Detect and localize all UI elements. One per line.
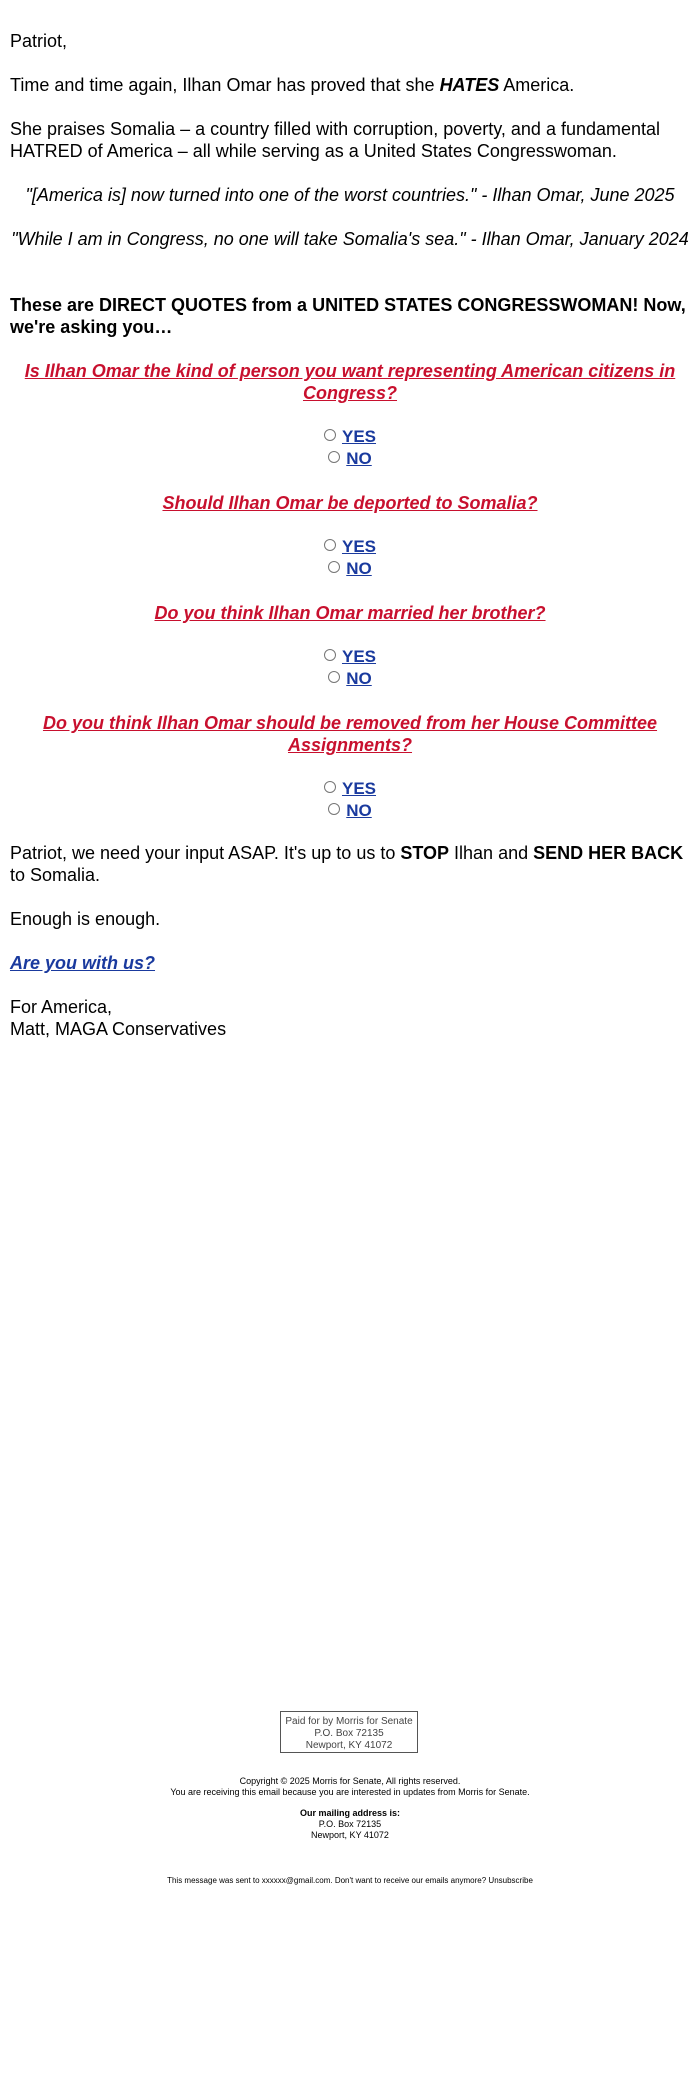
closing-text-e: to Somalia. [10, 865, 101, 885]
paid-for-box [280, 1711, 418, 1753]
radio-icon[interactable] [324, 539, 336, 551]
unsubscribe-link[interactable]: Unsubscribe [488, 1876, 533, 1885]
sent-to-text: This message was sent to xxxxxx@gmail.com. Don't want to receive our emails anymore? [167, 1876, 489, 1885]
closing-stop: STOP [400, 843, 450, 863]
greeting: Patriot, [10, 31, 68, 51]
question-1-yes[interactable] [10, 426, 690, 448]
somalia-paragraph: She praises Somalia – a country filled with corruption, poverty, and a fundamental HATRED of America – all while serving as a United States Congresswoman. [10, 119, 661, 161]
closing-text-c: Ilhan and [449, 843, 534, 863]
yes-label: YES [341, 427, 377, 446]
mailing-address-line-1: P.O. Box 72135 [318, 1819, 382, 1829]
yes-label: YES [341, 779, 377, 798]
intro-paragraph [10, 74, 574, 96]
mailing-address-label: Our mailing address is: [299, 1808, 401, 1818]
closing-text-a: Patriot, we need your input ASAP. It's up to us to [10, 843, 401, 863]
question-2-options [10, 536, 690, 580]
radio-icon[interactable] [328, 803, 340, 815]
question-4-no[interactable] [10, 800, 690, 822]
no-label: NO [346, 559, 372, 578]
paid-for-city: Newport, KY 41072 [305, 1740, 393, 1751]
intro-pre: Time and time again, Ilhan Omar has proved that she [10, 75, 440, 95]
receiving-text: You are receiving this email because you are interested in updates from Morris for Senate. [170, 1787, 530, 1797]
question-3-no[interactable] [10, 668, 690, 690]
intro-post: America. [499, 75, 575, 95]
question-3-yes[interactable] [10, 646, 690, 668]
question-4: Do you think Ilhan Omar should be removed from her House Committee Assignments? [42, 713, 658, 755]
no-label: NO [346, 801, 372, 820]
question-1-options [10, 426, 690, 470]
enough-line: Enough is enough. [10, 909, 161, 929]
closing-paragraph [10, 842, 690, 886]
quote-1: "[America is] now turned into one of the worst countries." - Ilhan Omar, June 2025 [25, 185, 675, 205]
question-3: Do you think Ilhan Omar married her brother? [154, 603, 546, 623]
question-2: Should Ilhan Omar be deported to Somalia? [162, 493, 538, 513]
footer-sent-to [0, 1875, 700, 1886]
quote-2: "While I am in Congress, no one will take Somalia's sea." - Ilhan Omar, January 2024 [11, 229, 689, 249]
no-label: NO [346, 449, 372, 468]
closing-send-back: SEND HER BACK [533, 843, 684, 863]
footer-address-block [0, 1808, 700, 1841]
signoff-line-1: For America, [10, 997, 113, 1017]
footer-copyright-block [0, 1776, 700, 1798]
intro-emphasis: HATES [439, 75, 500, 95]
yes-label: YES [341, 537, 377, 556]
radio-icon[interactable] [328, 451, 340, 463]
question-3-options [10, 646, 690, 690]
signoff-line-2: Matt, MAGA Conservatives [10, 1019, 227, 1039]
question-2-yes[interactable] [10, 536, 690, 558]
paid-for-pobox: P.O. Box 72135 [314, 1728, 384, 1739]
radio-icon[interactable] [324, 429, 336, 441]
no-label: NO [346, 669, 372, 688]
question-2-no[interactable] [10, 558, 690, 580]
copyright-text: Copyright © 2025 Morris for Senate, All rights reserved. [239, 1776, 461, 1786]
question-4-options [10, 778, 690, 822]
paid-for-line: Paid for by Morris for Senate [285, 1716, 413, 1727]
yes-label: YES [341, 647, 377, 666]
question-1: Is Ilhan Omar the kind of person you want representing American citizens in Congress? [24, 361, 676, 403]
radio-icon[interactable] [328, 671, 340, 683]
direct-quotes-lead: These are DIRECT QUOTES from a UNITED STATES CONGRESSWOMAN! Now, we're asking you… [10, 295, 686, 337]
question-1-no[interactable] [10, 448, 690, 470]
mailing-address-line-2: Newport, KY 41072 [311, 1830, 389, 1840]
are-you-with-us-link[interactable]: Are you with us? [10, 953, 156, 973]
radio-icon[interactable] [328, 561, 340, 573]
radio-icon[interactable] [324, 781, 336, 793]
radio-icon[interactable] [324, 649, 336, 661]
question-4-yes[interactable] [10, 778, 690, 800]
